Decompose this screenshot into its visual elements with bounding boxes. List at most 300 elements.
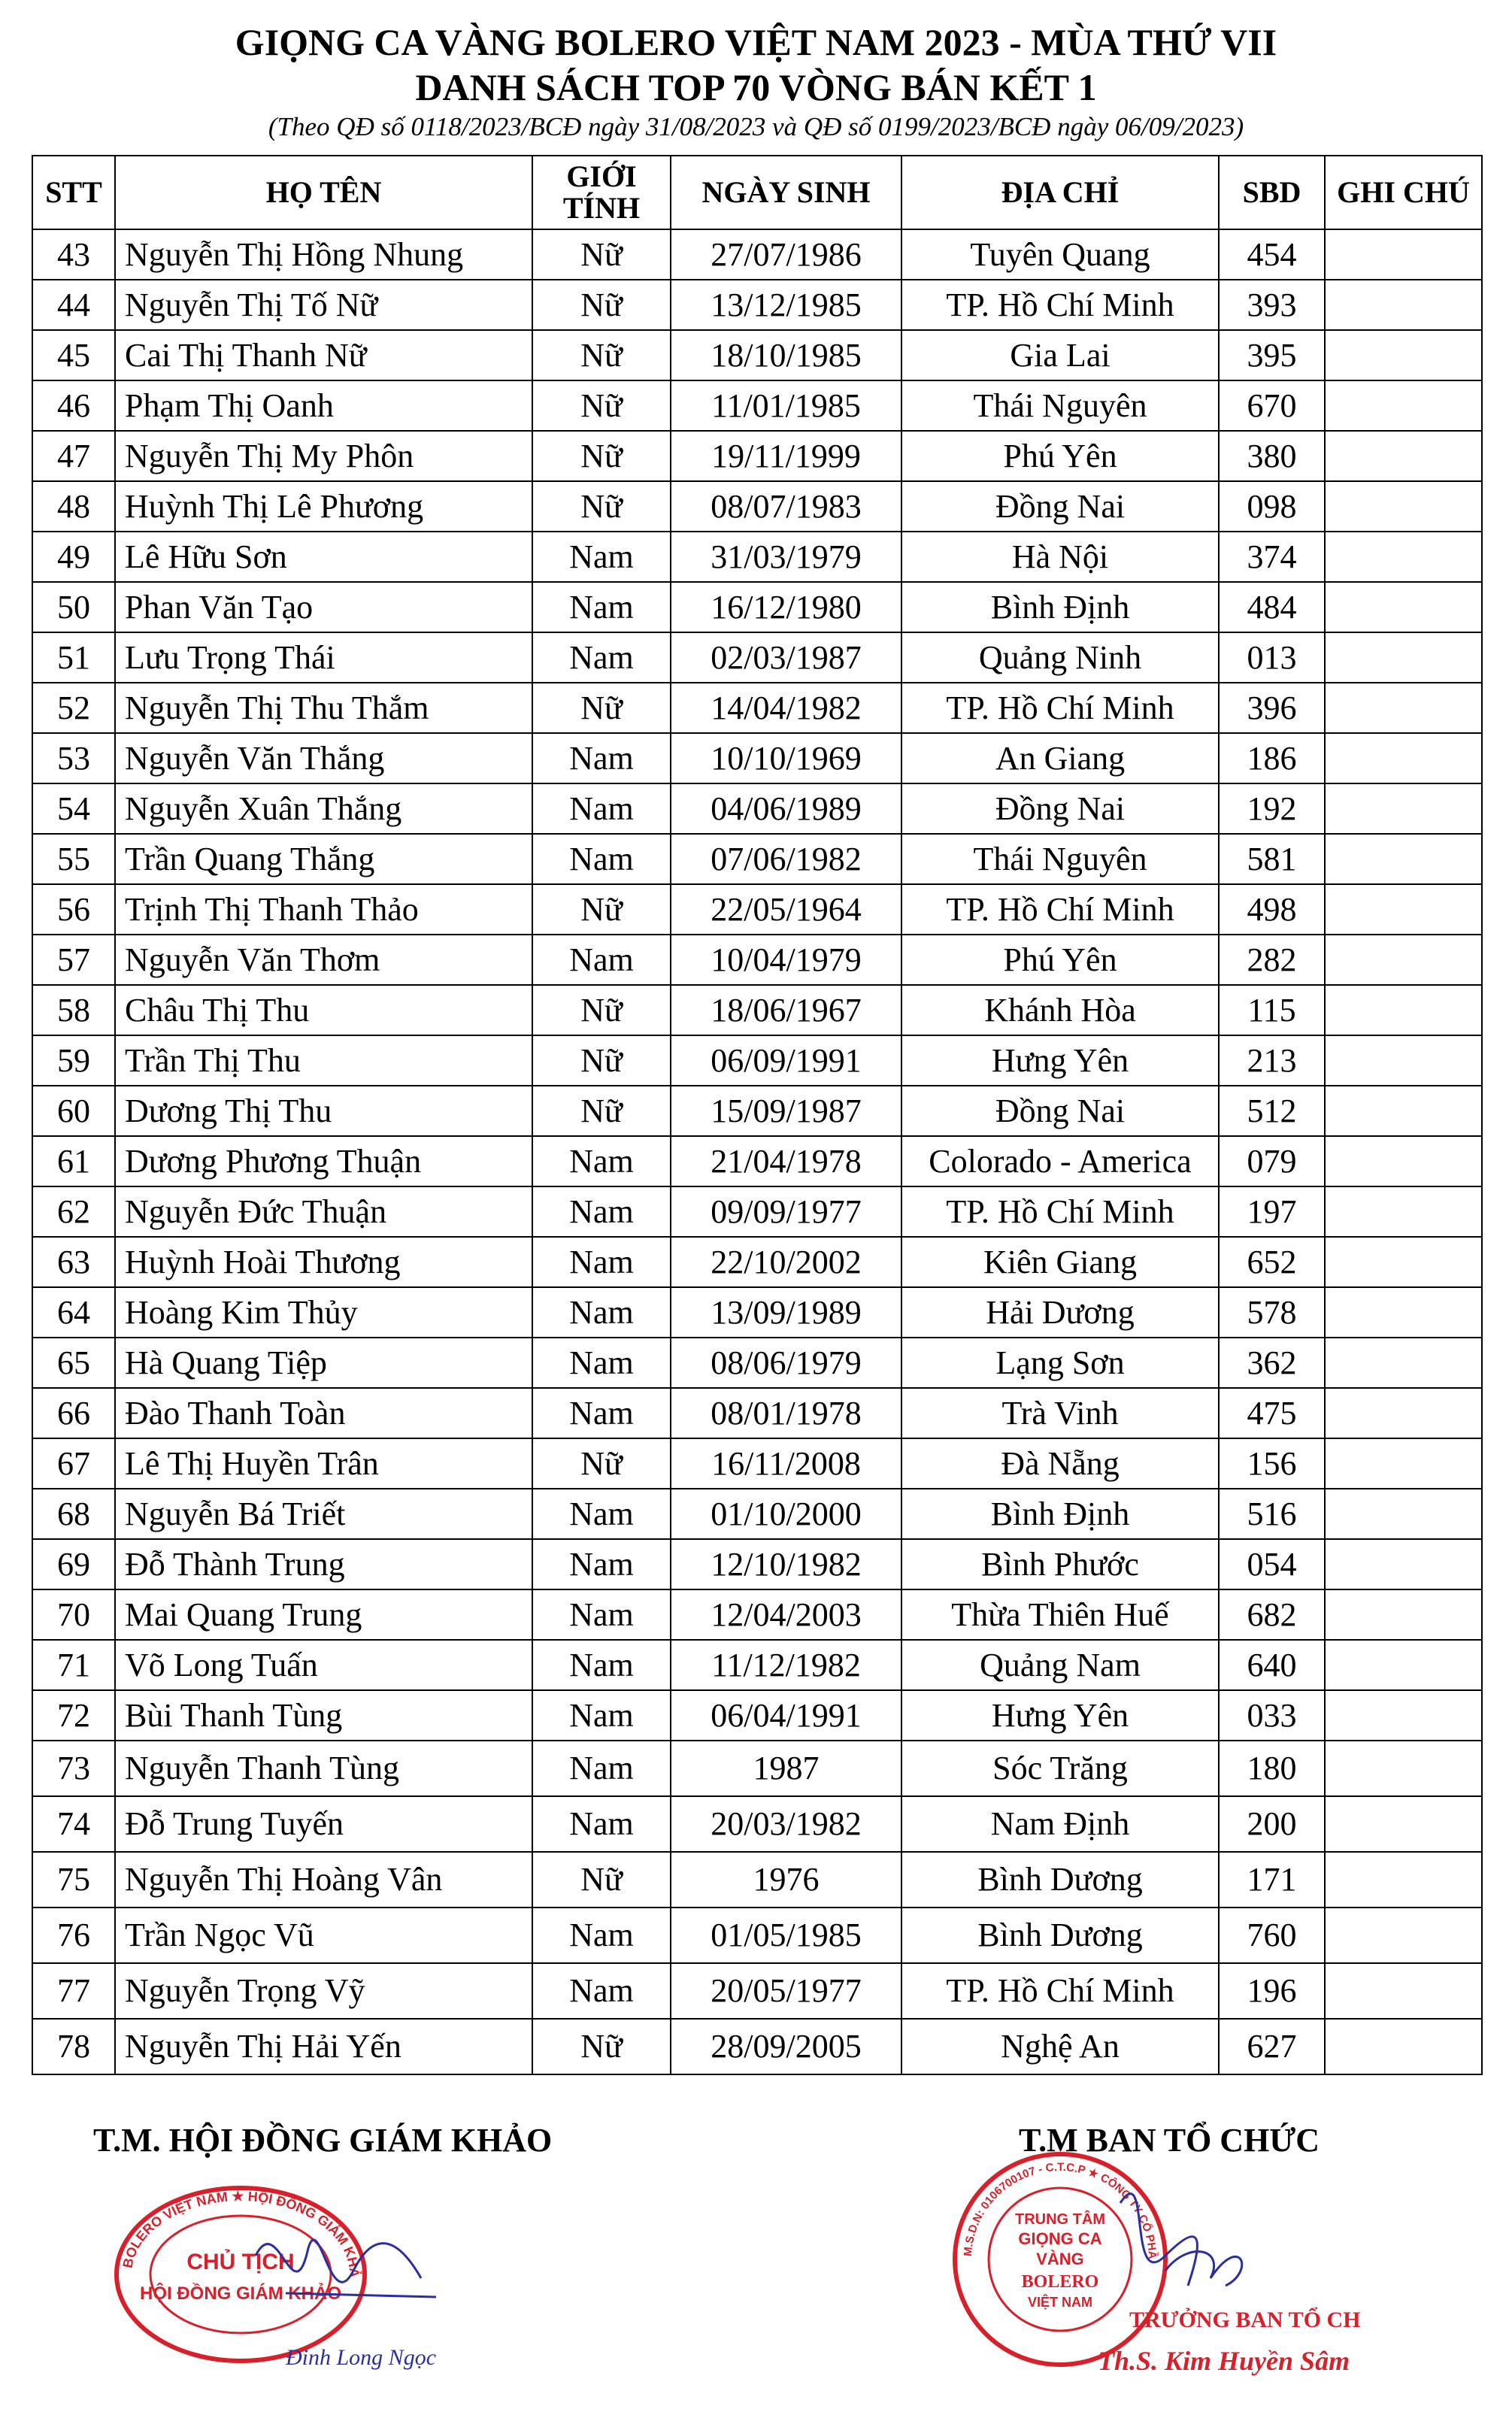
cell-dob: 20/05/1977	[671, 1963, 901, 2019]
table-row	[32, 1438, 1482, 1489]
cell-gender: Nam	[532, 834, 671, 884]
cell-address: Đồng Nai	[901, 783, 1219, 834]
cell-dob: 14/04/1982	[671, 683, 901, 733]
table-row	[32, 1287, 1482, 1338]
cell-note	[1325, 1338, 1482, 1388]
cell-sbd: 454	[1219, 229, 1325, 280]
cell-sbd: 670	[1219, 380, 1325, 431]
cell-sbd: 282	[1219, 935, 1325, 985]
table-body	[32, 229, 1482, 2074]
cell-note	[1325, 1086, 1482, 1136]
cell-stt: 54	[32, 783, 115, 834]
cell-sbd: 079	[1219, 1136, 1325, 1186]
cell-sbd: 013	[1219, 632, 1325, 683]
cell-address: Thừa Thiên Huế	[901, 1589, 1219, 1640]
cell-address: Gia Lai	[901, 330, 1219, 380]
cell-dob: 13/09/1989	[671, 1287, 901, 1338]
cell-dob: 06/09/1991	[671, 1035, 901, 1086]
table-row	[32, 1796, 1482, 1852]
cell-address: Đà Nẵng	[901, 1438, 1219, 1489]
table-row	[32, 1539, 1482, 1589]
col-header-gender-line1: GIỚI	[566, 159, 637, 193]
cell-name: Nguyễn Thị Hải Yến	[115, 2019, 532, 2074]
cell-gender: Nữ	[532, 1852, 671, 1908]
cell-stt: 67	[32, 1438, 115, 1489]
cell-gender: Nữ	[532, 229, 671, 280]
cell-dob: 22/05/1964	[671, 884, 901, 935]
cell-sbd: 197	[1219, 1186, 1325, 1237]
cell-sbd: 581	[1219, 834, 1325, 884]
cell-note	[1325, 1741, 1482, 1796]
cell-name: Võ Long Tuấn	[115, 1640, 532, 1690]
table-header-row	[32, 156, 1482, 229]
cell-dob: 11/12/1982	[671, 1640, 901, 1690]
cell-address: Phú Yên	[901, 935, 1219, 985]
cell-sbd: 186	[1219, 733, 1325, 783]
cell-stt: 63	[32, 1237, 115, 1287]
cell-dob: 01/10/2000	[671, 1489, 901, 1539]
cell-note	[1325, 1852, 1482, 1908]
cell-dob: 20/03/1982	[671, 1796, 901, 1852]
cell-dob: 21/04/1978	[671, 1136, 901, 1186]
cell-name: Dương Thị Thu	[115, 1086, 532, 1136]
cell-note	[1325, 1388, 1482, 1438]
cell-dob: 07/06/1982	[671, 834, 901, 884]
jury-signer-name: Đinh Long Ngọc	[286, 2345, 437, 2370]
table-row	[32, 1338, 1482, 1388]
cell-stt: 72	[32, 1690, 115, 1741]
cell-stt: 47	[32, 431, 115, 481]
cell-dob: 31/03/1979	[671, 532, 901, 582]
cell-sbd: 180	[1219, 1741, 1325, 1796]
cell-address: Hưng Yên	[901, 1690, 1219, 1741]
cell-address: Quảng Nam	[901, 1640, 1219, 1690]
col-header-stt: STT	[32, 156, 115, 229]
cell-name: Nguyễn Thị Hồng Nhung	[115, 229, 532, 280]
organizer-stamp-line3: VÀNG	[1036, 2250, 1084, 2268]
cell-address: Nam Định	[901, 1796, 1219, 1852]
contestant-table	[32, 155, 1483, 2075]
table-row	[32, 380, 1482, 431]
organizer-stamp-line4: BOLERO	[1021, 2272, 1099, 2292]
cell-gender: Nam	[532, 1640, 671, 1690]
cell-name: Trần Quang Thắng	[115, 834, 532, 884]
organizer-stamp-graphic	[940, 2143, 1361, 2391]
cell-gender: Nam	[532, 1589, 671, 1640]
cell-gender: Nam	[532, 1963, 671, 2019]
cell-gender: Nam	[532, 1388, 671, 1438]
table-row	[32, 330, 1482, 380]
cell-name: Nguyễn Văn Thơm	[115, 935, 532, 985]
cell-dob: 1976	[671, 1852, 901, 1908]
cell-name: Phạm Thị Oanh	[115, 380, 532, 431]
cell-dob: 12/04/2003	[671, 1589, 901, 1640]
table-row	[32, 2019, 1482, 2074]
jury-stamp-ring-text: BOLERO VIỆT NAM ★ HỘI ĐỒNG GIÁM KHẢ	[120, 2188, 362, 2278]
cell-gender: Nam	[532, 1338, 671, 1388]
cell-gender: Nam	[532, 1690, 671, 1741]
table-row	[32, 884, 1482, 935]
cell-note	[1325, 1287, 1482, 1338]
cell-note	[1325, 834, 1482, 884]
cell-note	[1325, 1186, 1482, 1237]
cell-gender: Nữ	[532, 280, 671, 330]
cell-dob: 09/09/1977	[671, 1186, 901, 1237]
cell-gender: Nam	[532, 1489, 671, 1539]
cell-gender: Nữ	[532, 380, 671, 431]
cell-stt: 43	[32, 229, 115, 280]
cell-address: Bình Dương	[901, 1852, 1219, 1908]
cell-dob: 04/06/1989	[671, 783, 901, 834]
cell-stt: 44	[32, 280, 115, 330]
cell-stt: 68	[32, 1489, 115, 1539]
cell-sbd: 652	[1219, 1237, 1325, 1287]
cell-address: Lạng Sơn	[901, 1338, 1219, 1388]
cell-stt: 61	[32, 1136, 115, 1186]
cell-note	[1325, 1690, 1482, 1741]
cell-name: Phan Văn Tạo	[115, 582, 532, 632]
cell-sbd: 516	[1219, 1489, 1325, 1539]
cell-dob: 08/01/1978	[671, 1388, 901, 1438]
cell-note	[1325, 884, 1482, 935]
cell-name: Dương Phương Thuận	[115, 1136, 532, 1186]
cell-note	[1325, 1237, 1482, 1287]
table-row	[32, 1186, 1482, 1237]
cell-dob: 10/04/1979	[671, 935, 901, 985]
cell-sbd: 682	[1219, 1589, 1325, 1640]
cell-stt: 57	[32, 935, 115, 985]
cell-address: Đồng Nai	[901, 1086, 1219, 1136]
col-header-address: ĐỊA CHỈ	[901, 156, 1219, 229]
cell-note	[1325, 582, 1482, 632]
table-row	[32, 834, 1482, 884]
cell-name: Huỳnh Hoài Thương	[115, 1237, 532, 1287]
cell-gender: Nữ	[532, 683, 671, 733]
table-row	[32, 532, 1482, 582]
cell-gender: Nữ	[532, 1086, 671, 1136]
cell-sbd: 171	[1219, 1852, 1325, 1908]
cell-stt: 70	[32, 1589, 115, 1640]
cell-note	[1325, 380, 1482, 431]
table-row	[32, 1489, 1482, 1539]
cell-gender: Nam	[532, 1741, 671, 1796]
cell-address: Hưng Yên	[901, 1035, 1219, 1086]
organizer-stamp-ring-text: M.S.D.N: 0106700107 - C.T.C.P ★ CÔNG TY CỔ PHẦ	[961, 2160, 1159, 2259]
table-row	[32, 1908, 1482, 1963]
decision-reference: (Theo QĐ số 0118/2023/BCĐ ngày 31/08/2023 và QĐ số 0199/2023/BCĐ ngày 06/09/2023)	[268, 112, 1244, 141]
cell-gender: Nam	[532, 1908, 671, 1963]
cell-address: TP. Hồ Chí Minh	[901, 280, 1219, 330]
cell-dob: 27/07/1986	[671, 229, 901, 280]
cell-name: Đào Thanh Toàn	[115, 1388, 532, 1438]
cell-dob: 12/10/1982	[671, 1539, 901, 1589]
cell-name: Nguyễn Thị Tố Nữ	[115, 280, 532, 330]
cell-name: Nguyễn Bá Triết	[115, 1489, 532, 1539]
cell-gender: Nam	[532, 935, 671, 985]
cell-dob: 18/06/1967	[671, 985, 901, 1035]
cell-gender: Nam	[532, 532, 671, 582]
table-row	[32, 481, 1482, 532]
cell-sbd: 498	[1219, 884, 1325, 935]
cell-gender: Nữ	[532, 884, 671, 935]
cell-note	[1325, 683, 1482, 733]
cell-name: Châu Thị Thu	[115, 985, 532, 1035]
cell-sbd: 156	[1219, 1438, 1325, 1489]
cell-stt: 53	[32, 733, 115, 783]
table-row	[32, 229, 1482, 280]
document-title: GIỌNG CA VÀNG BOLERO VIỆT NAM 2023 - MÙA THỨ VII	[235, 21, 1277, 63]
cell-note	[1325, 632, 1482, 683]
cell-gender: Nữ	[532, 330, 671, 380]
table-row	[32, 1388, 1482, 1438]
cell-stt: 48	[32, 481, 115, 532]
cell-address: Sóc Trăng	[901, 1741, 1219, 1796]
jury-stamp-graphic	[105, 2165, 459, 2383]
cell-sbd: 196	[1219, 1963, 1325, 2019]
cell-address: Quảng Ninh	[901, 632, 1219, 683]
cell-note	[1325, 330, 1482, 380]
cell-stt: 76	[32, 1908, 115, 1963]
cell-sbd: 380	[1219, 431, 1325, 481]
cell-gender: Nữ	[532, 985, 671, 1035]
cell-stt: 55	[32, 834, 115, 884]
table-row	[32, 1086, 1482, 1136]
cell-sbd: 374	[1219, 532, 1325, 582]
cell-dob: 02/03/1987	[671, 632, 901, 683]
cell-note	[1325, 229, 1482, 280]
cell-address: TP. Hồ Chí Minh	[901, 1186, 1219, 1237]
organizer-stamp-signature	[940, 2143, 1361, 2391]
cell-name: Trần Thị Thu	[115, 1035, 532, 1086]
cell-address: Hà Nội	[901, 532, 1219, 582]
table-row	[32, 683, 1482, 733]
cell-gender: Nữ	[532, 431, 671, 481]
organizer-stamp-line1: TRUNG TÂM	[1015, 2211, 1105, 2228]
cell-sbd: 627	[1219, 2019, 1325, 2074]
cell-note	[1325, 1136, 1482, 1186]
cell-note	[1325, 1438, 1482, 1489]
col-header-name: HỌ TÊN	[115, 156, 532, 229]
cell-note	[1325, 431, 1482, 481]
cell-dob: 15/09/1987	[671, 1086, 901, 1136]
cell-stt: 74	[32, 1796, 115, 1852]
organizer-signature-title: T.M BAN TỔ CHỨC	[1019, 2122, 1320, 2159]
cell-sbd: 115	[1219, 985, 1325, 1035]
table-row	[32, 1963, 1482, 2019]
table-row	[32, 1640, 1482, 1690]
cell-address: Bình Định	[901, 582, 1219, 632]
cell-stt: 75	[32, 1852, 115, 1908]
cell-stt: 58	[32, 985, 115, 1035]
cell-name: Lê Thị Huyền Trân	[115, 1438, 532, 1489]
cell-address: Thái Nguyên	[901, 380, 1219, 431]
table-row	[32, 985, 1482, 1035]
table-row	[32, 632, 1482, 683]
cell-stt: 49	[32, 532, 115, 582]
cell-address: TP. Hồ Chí Minh	[901, 1963, 1219, 2019]
cell-dob: 06/04/1991	[671, 1690, 901, 1741]
cell-stt: 65	[32, 1338, 115, 1388]
table-row	[32, 733, 1482, 783]
cell-address: TP. Hồ Chí Minh	[901, 884, 1219, 935]
cell-stt: 66	[32, 1388, 115, 1438]
cell-sbd: 640	[1219, 1640, 1325, 1690]
cell-sbd: 362	[1219, 1338, 1325, 1388]
cell-stt: 77	[32, 1963, 115, 2019]
cell-address: Bình Dương	[901, 1908, 1219, 1963]
col-header-gender	[532, 156, 671, 229]
cell-gender: Nam	[532, 1136, 671, 1186]
cell-note	[1325, 1589, 1482, 1640]
cell-name: Hà Quang Tiệp	[115, 1338, 532, 1388]
cell-name: Huỳnh Thị Lê Phương	[115, 481, 532, 532]
cell-note	[1325, 935, 1482, 985]
cell-sbd: 578	[1219, 1287, 1325, 1338]
cell-stt: 51	[32, 632, 115, 683]
cell-sbd: 512	[1219, 1086, 1325, 1136]
cell-stt: 69	[32, 1539, 115, 1589]
cell-dob: 22/10/2002	[671, 1237, 901, 1287]
cell-dob: 19/11/1999	[671, 431, 901, 481]
cell-address: Tuyên Quang	[901, 229, 1219, 280]
cell-stt: 62	[32, 1186, 115, 1237]
table-row	[32, 783, 1482, 834]
cell-address: Nghệ An	[901, 2019, 1219, 2074]
cell-sbd: 200	[1219, 1796, 1325, 1852]
col-header-sbd: SBD	[1219, 156, 1325, 229]
table-row	[32, 582, 1482, 632]
col-header-dob: NGÀY SINH	[671, 156, 901, 229]
cell-stt: 46	[32, 380, 115, 431]
cell-note	[1325, 1035, 1482, 1086]
cell-stt: 60	[32, 1086, 115, 1136]
cell-dob: 08/07/1983	[671, 481, 901, 532]
cell-gender: Nam	[532, 1287, 671, 1338]
organizer-signer-name: Th.S. Kim Huyền Sâm	[1098, 2346, 1350, 2376]
table-row	[32, 935, 1482, 985]
cell-gender: Nam	[532, 733, 671, 783]
table-row	[32, 1035, 1482, 1086]
cell-dob: 13/12/1985	[671, 280, 901, 330]
cell-name: Nguyễn Trọng Vỹ	[115, 1963, 532, 2019]
cell-address: Khánh Hòa	[901, 985, 1219, 1035]
cell-sbd: 054	[1219, 1539, 1325, 1589]
organizer-stamp-line5: VIỆT NAM	[1027, 2295, 1093, 2310]
cell-dob: 16/12/1980	[671, 582, 901, 632]
cell-sbd: 484	[1219, 582, 1325, 632]
cell-address: Bình Định	[901, 1489, 1219, 1539]
cell-note	[1325, 1963, 1482, 2019]
cell-address: TP. Hồ Chí Minh	[901, 683, 1219, 733]
cell-note	[1325, 280, 1482, 330]
table-row	[32, 1690, 1482, 1741]
cell-address: Trà Vinh	[901, 1388, 1219, 1438]
cell-sbd: 395	[1219, 330, 1325, 380]
cell-name: Trịnh Thị Thanh Thảo	[115, 884, 532, 935]
cell-stt: 71	[32, 1640, 115, 1690]
cell-sbd: 033	[1219, 1690, 1325, 1741]
col-header-gender-line2: TÍNH	[562, 191, 641, 225]
cell-note	[1325, 1489, 1482, 1539]
cell-sbd: 475	[1219, 1388, 1325, 1438]
jury-stamp-line2: HỘI ĐỒNG GIÁM KHẢO	[140, 2283, 341, 2304]
cell-stt: 52	[32, 683, 115, 733]
cell-name: Trần Ngọc Vũ	[115, 1908, 532, 1963]
cell-note	[1325, 1908, 1482, 1963]
cell-sbd: 760	[1219, 1908, 1325, 1963]
table-row	[32, 1741, 1482, 1796]
cell-dob: 1987	[671, 1741, 901, 1796]
cell-stt: 78	[32, 2019, 115, 2074]
cell-stt: 50	[32, 582, 115, 632]
cell-name: Nguyễn Văn Thắng	[115, 733, 532, 783]
cell-name: Lê Hữu Sơn	[115, 532, 532, 582]
cell-name: Nguyễn Xuân Thắng	[115, 783, 532, 834]
cell-note	[1325, 1640, 1482, 1690]
table-row	[32, 1237, 1482, 1287]
cell-address: Kiên Giang	[901, 1237, 1219, 1287]
cell-sbd: 192	[1219, 783, 1325, 834]
cell-sbd: 393	[1219, 280, 1325, 330]
cell-gender: Nữ	[532, 2019, 671, 2074]
table-row	[32, 1589, 1482, 1640]
cell-stt: 59	[32, 1035, 115, 1086]
table-row	[32, 1136, 1482, 1186]
cell-name: Nguyễn Thị My Phôn	[115, 431, 532, 481]
cell-name: Lưu Trọng Thái	[115, 632, 532, 683]
cell-address: Phú Yên	[901, 431, 1219, 481]
cell-name: Mai Quang Trung	[115, 1589, 532, 1640]
cell-note	[1325, 783, 1482, 834]
cell-dob: 01/05/1985	[671, 1908, 901, 1963]
cell-note	[1325, 2019, 1482, 2074]
cell-gender: Nữ	[532, 481, 671, 532]
cell-gender: Nam	[532, 632, 671, 683]
cell-address: Colorado - America	[901, 1136, 1219, 1186]
cell-address: Bình Phước	[901, 1539, 1219, 1589]
cell-dob: 16/11/2008	[671, 1438, 901, 1489]
table-row	[32, 280, 1482, 330]
cell-stt: 45	[32, 330, 115, 380]
cell-stt: 64	[32, 1287, 115, 1338]
cell-dob: 28/09/2005	[671, 2019, 901, 2074]
cell-name: Bùi Thanh Tùng	[115, 1690, 532, 1741]
cell-sbd: 098	[1219, 481, 1325, 532]
cell-gender: Nam	[532, 1186, 671, 1237]
organizer-stamp-line2: GIỌNG CA	[1018, 2229, 1102, 2248]
cell-address: An Giang	[901, 733, 1219, 783]
cell-name: Nguyễn Đức Thuận	[115, 1186, 532, 1237]
organizer-role: TRƯỞNG BAN TỔ CH	[1129, 2307, 1361, 2332]
cell-address: Đồng Nai	[901, 481, 1219, 532]
col-header-note: GHI CHÚ	[1325, 156, 1482, 229]
table-row	[32, 431, 1482, 481]
cell-name: Nguyễn Thị Thu Thắm	[115, 683, 532, 733]
cell-gender: Nam	[532, 1237, 671, 1287]
table-row	[32, 1852, 1482, 1908]
cell-note	[1325, 532, 1482, 582]
cell-gender: Nữ	[532, 1438, 671, 1489]
cell-note	[1325, 1796, 1482, 1852]
cell-dob: 10/10/1969	[671, 733, 901, 783]
cell-dob: 18/10/1985	[671, 330, 901, 380]
cell-note	[1325, 985, 1482, 1035]
jury-signature-title: T.M. HỘI ĐỒNG GIÁM KHẢO	[93, 2122, 553, 2159]
jury-stamp-signature	[105, 2165, 459, 2383]
cell-dob: 08/06/1979	[671, 1338, 901, 1388]
cell-gender: Nam	[532, 1796, 671, 1852]
cell-gender: Nam	[532, 1539, 671, 1589]
